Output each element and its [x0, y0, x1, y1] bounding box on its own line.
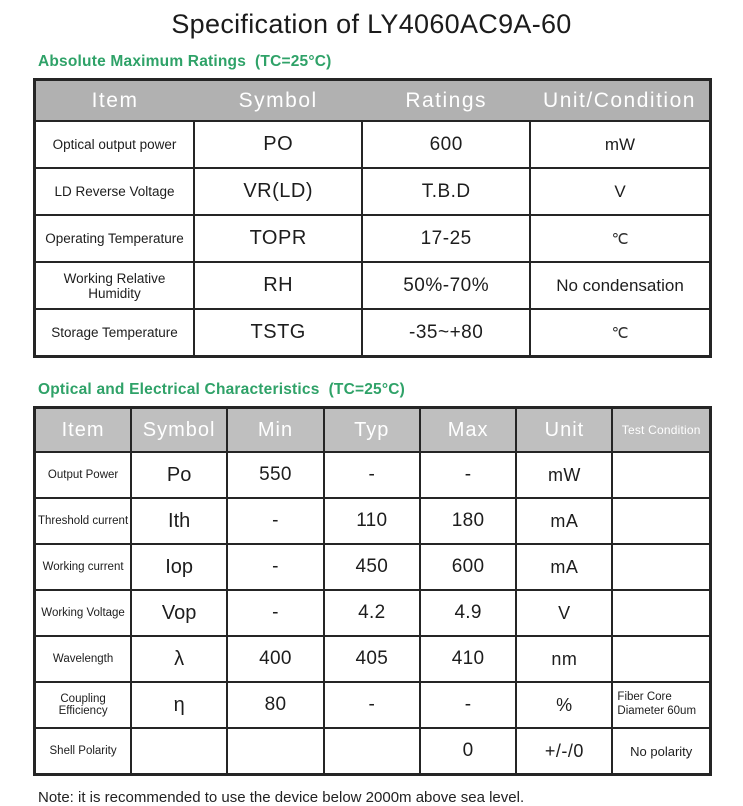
typ-cell: 405 [324, 636, 420, 682]
rating-cell: -35~+80 [362, 309, 530, 357]
table-row [35, 636, 711, 682]
symbol-cell: Vop [131, 590, 227, 636]
typ-cell: 450 [324, 544, 420, 590]
unit-cell: ℃ [530, 309, 711, 357]
table-row [35, 590, 711, 636]
symbol-cell: λ [131, 636, 227, 682]
typ-cell: 4.2 [324, 590, 420, 636]
rating-cell: 600 [362, 121, 530, 168]
column-header-typ: Typ [324, 408, 420, 453]
test-condition-cell [612, 498, 710, 544]
table-row [35, 215, 711, 262]
max-cell: 600 [420, 544, 517, 590]
item-cell: Threshold current [35, 498, 132, 544]
rating-cell: 17-25 [362, 215, 530, 262]
table-row [35, 168, 711, 215]
unit-cell: mW [516, 452, 612, 498]
page-title: Specification of LY4060AC9A-60 [171, 9, 572, 39]
opt-elec-table [33, 406, 712, 776]
test-condition-cell [612, 544, 710, 590]
abs-max-table [33, 78, 712, 358]
symbol-cell: TSTG [194, 309, 362, 357]
typ-cell: - [324, 682, 420, 728]
unit-cell: nm [516, 636, 612, 682]
opt-elec-header-row [35, 408, 711, 453]
item-cell: Working current [35, 544, 132, 590]
min-cell: - [227, 544, 324, 590]
symbol-cell: PO [194, 121, 362, 168]
min-cell: 80 [227, 682, 324, 728]
table-row [35, 728, 711, 775]
min-cell: 400 [227, 636, 324, 682]
max-cell: 180 [420, 498, 517, 544]
unit-cell: ℃ [530, 215, 711, 262]
test-condition-cell [612, 590, 710, 636]
table-row [35, 262, 711, 309]
item-cell: Coupling Efficiency [35, 682, 132, 728]
item-cell: Operating Temperature [35, 215, 195, 262]
column-header-item: Item [35, 80, 195, 122]
unit-cell: No condensation [530, 262, 711, 309]
column-header-ratings: Ratings [362, 80, 530, 122]
test-condition-cell [612, 636, 710, 682]
symbol-cell: RH [194, 262, 362, 309]
item-cell: Working Voltage [35, 590, 132, 636]
min-cell: 550 [227, 452, 324, 498]
symbol-cell: VR(LD) [194, 168, 362, 215]
item-cell: Optical output power [35, 121, 195, 168]
symbol-cell [131, 728, 227, 775]
column-header-unit: Unit [516, 408, 612, 453]
abs-max-heading: Absolute Maximum Ratings (TC=25°C) [38, 53, 332, 70]
column-header-min: Min [227, 408, 324, 453]
table-row [35, 309, 711, 357]
typ-cell: 110 [324, 498, 420, 544]
rating-cell: T.B.D [362, 168, 530, 215]
item-cell: LD Reverse Voltage [35, 168, 195, 215]
unit-cell: V [516, 590, 612, 636]
item-cell: Working Relative Humidity [35, 262, 195, 309]
table-row [35, 121, 711, 168]
abs-max-header-row [35, 80, 711, 122]
table-row [35, 544, 711, 590]
unit-cell: mA [516, 498, 612, 544]
max-cell: 4.9 [420, 590, 517, 636]
item-cell: Shell Polarity [35, 728, 132, 775]
rating-cell: 50%-70% [362, 262, 530, 309]
test-condition-cell: Fiber Core Diameter 60um [612, 682, 710, 728]
min-cell: - [227, 498, 324, 544]
table-row [35, 682, 711, 728]
item-cell: Storage Temperature [35, 309, 195, 357]
typ-cell [324, 728, 420, 775]
test-condition-cell [612, 452, 710, 498]
table-row [35, 498, 711, 544]
typ-cell: - [324, 452, 420, 498]
unit-cell: mA [516, 544, 612, 590]
min-cell: - [227, 590, 324, 636]
table-row [35, 452, 711, 498]
column-header-max: Max [420, 408, 517, 453]
min-cell [227, 728, 324, 775]
unit-cell: % [516, 682, 612, 728]
symbol-cell: η [131, 682, 227, 728]
column-header-unit-condition: Unit/Condition [530, 80, 711, 122]
symbol-cell: Po [131, 452, 227, 498]
note-text: Note: it is recommended to use the device below 2000m above sea level. [38, 789, 525, 806]
unit-cell: V [530, 168, 711, 215]
item-cell: Output Power [35, 452, 132, 498]
unit-cell: mW [530, 121, 711, 168]
column-header-symbol: Symbol [194, 80, 362, 122]
max-cell: - [420, 682, 517, 728]
item-cell: Wavelength [35, 636, 132, 682]
unit-cell: +/-/0 [516, 728, 612, 775]
symbol-cell: Ith [131, 498, 227, 544]
max-cell: 0 [420, 728, 517, 775]
symbol-cell: Iop [131, 544, 227, 590]
symbol-cell: TOPR [194, 215, 362, 262]
max-cell: 410 [420, 636, 517, 682]
max-cell: - [420, 452, 517, 498]
column-header-item: Item [35, 408, 132, 453]
column-header-symbol: Symbol [131, 408, 227, 453]
test-condition-cell: No polarity [612, 728, 710, 775]
opt-elec-heading: Optical and Electrical Characteristics (TC=25°C) [38, 381, 406, 398]
column-header-test-condition: Test Condition [612, 408, 710, 453]
